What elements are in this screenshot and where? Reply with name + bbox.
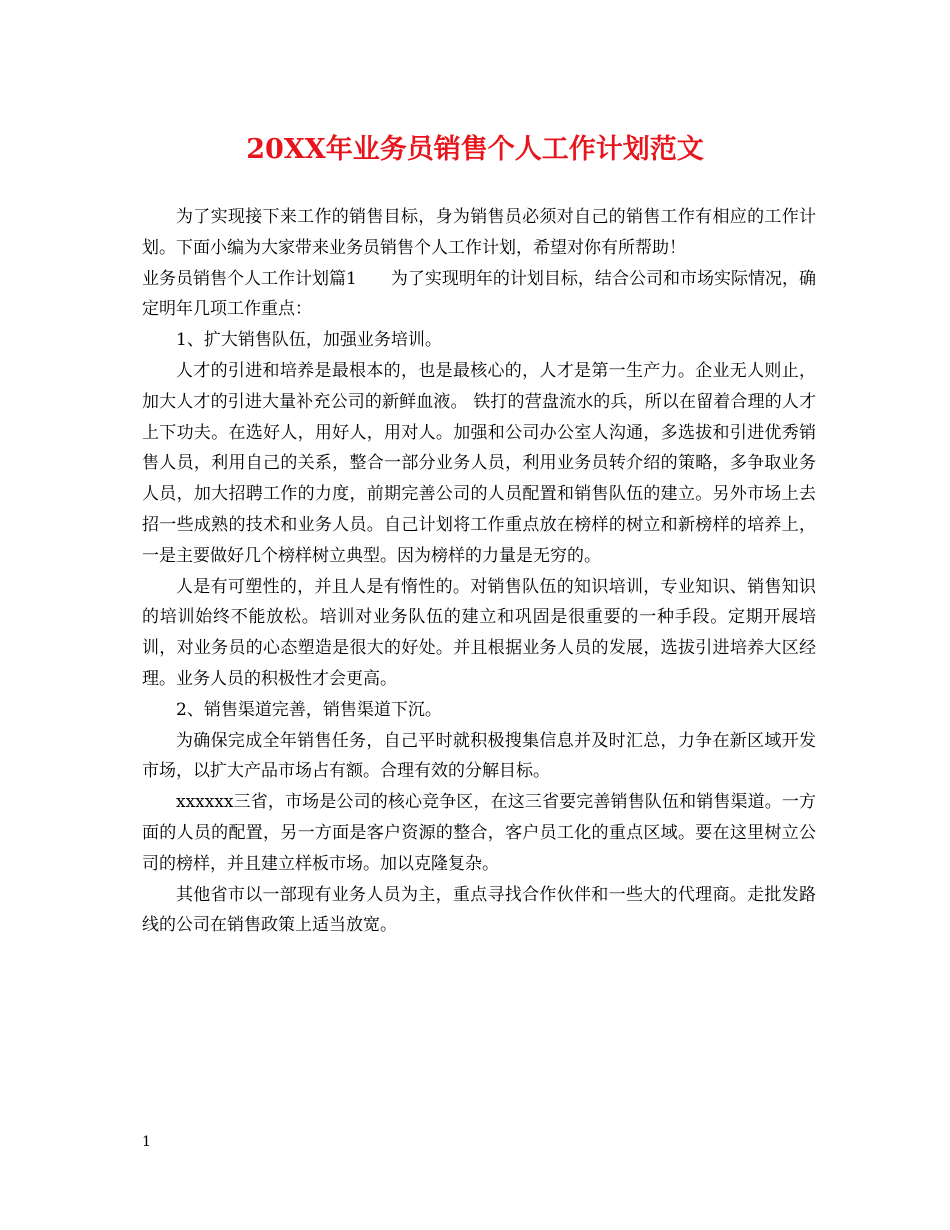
- document-body: [142, 202, 816, 941]
- intro-paragraph: 为了实现接下来工作的销售目标，身为销售员必须对自己的销售工作有相应的工作计划。下面小编为大家带来业务员销售个人工作计划，希望对你有所帮助！: [142, 207, 816, 258]
- body-paragraph: 人才的引进和培养是最根本的，也是最核心的，人才是第一生产力。企业无人则止，加大人才的引进大量补充公司的新鲜血液。 铁打的营盘流水的兵，所以在留着合理的人才上下功夫。在选好人，用好人，用对人。加强和公司办公室人沟通，多选拔和引进优秀销售人员，利用自己的关系，整合一部分业务人员，利用业务员转介绍的策略，多争取业务人员，加大招聘工作的力度，前期完善公司的人员配置和销售队伍的建立。另外市场上去招一些成熟的技术和业务人员。自己计划将工作重点放在榜样的树立和新榜样的培养上，一是主要做好几个榜样树立典型。因为榜样的力量是无穷的。: [142, 360, 816, 566]
- section-label: 业务员销售个人工作计划篇1: [142, 268, 357, 289]
- body-paragraph: 为确保完成全年销售任务，自己平时就积极搜集信息并及时汇总，力争在新区域开发市场，以扩大产品市场占有额。合理有效的分解目标。: [142, 730, 816, 782]
- numbered-heading-2: 2、销售渠道完善，销售渠道下沉。: [176, 699, 442, 720]
- section-intro: 为了实现明年的计划目标，结合公司和市场实际情况，确定明年几项工作重点：: [142, 268, 816, 320]
- numbered-heading-1: 1、扩大销售队伍，加强业务培训。: [176, 330, 442, 351]
- document-title: 20XX年业务员销售个人工作计划范文: [246, 134, 704, 165]
- body-paragraph: 其他省市以一部现有业务人员为主，重点寻找合作伙伴和一些大的代理商。走批发路线的公司在销售政策上适当放宽。: [142, 884, 816, 936]
- page-number: 1: [142, 1134, 151, 1150]
- section-heading-paragraph: [142, 264, 816, 326]
- body-paragraph: 人是有可塑性的，并且人是有惰性的。对销售队伍的知识培训，专业知识、销售知识的培训始终不能放松。培训对业务队伍的建立和巩固是很重要的一种手段。定期开展培训，对业务员的心态塑造是很大的好处。并且根据业务人员的发展，选拔引进培养大区经理。业务人员的积极性才会更高。: [142, 576, 816, 689]
- body-paragraph: xxxxxx三省，市场是公司的核心竞争区，在这三省要完善销售队伍和销售渠道。一方面的人员的配置，另一方面是客户资源的整合，客户员工化的重点区域。要在这里树立公司的榜样，并且建立样板市场。加以克隆复杂。: [142, 792, 816, 874]
